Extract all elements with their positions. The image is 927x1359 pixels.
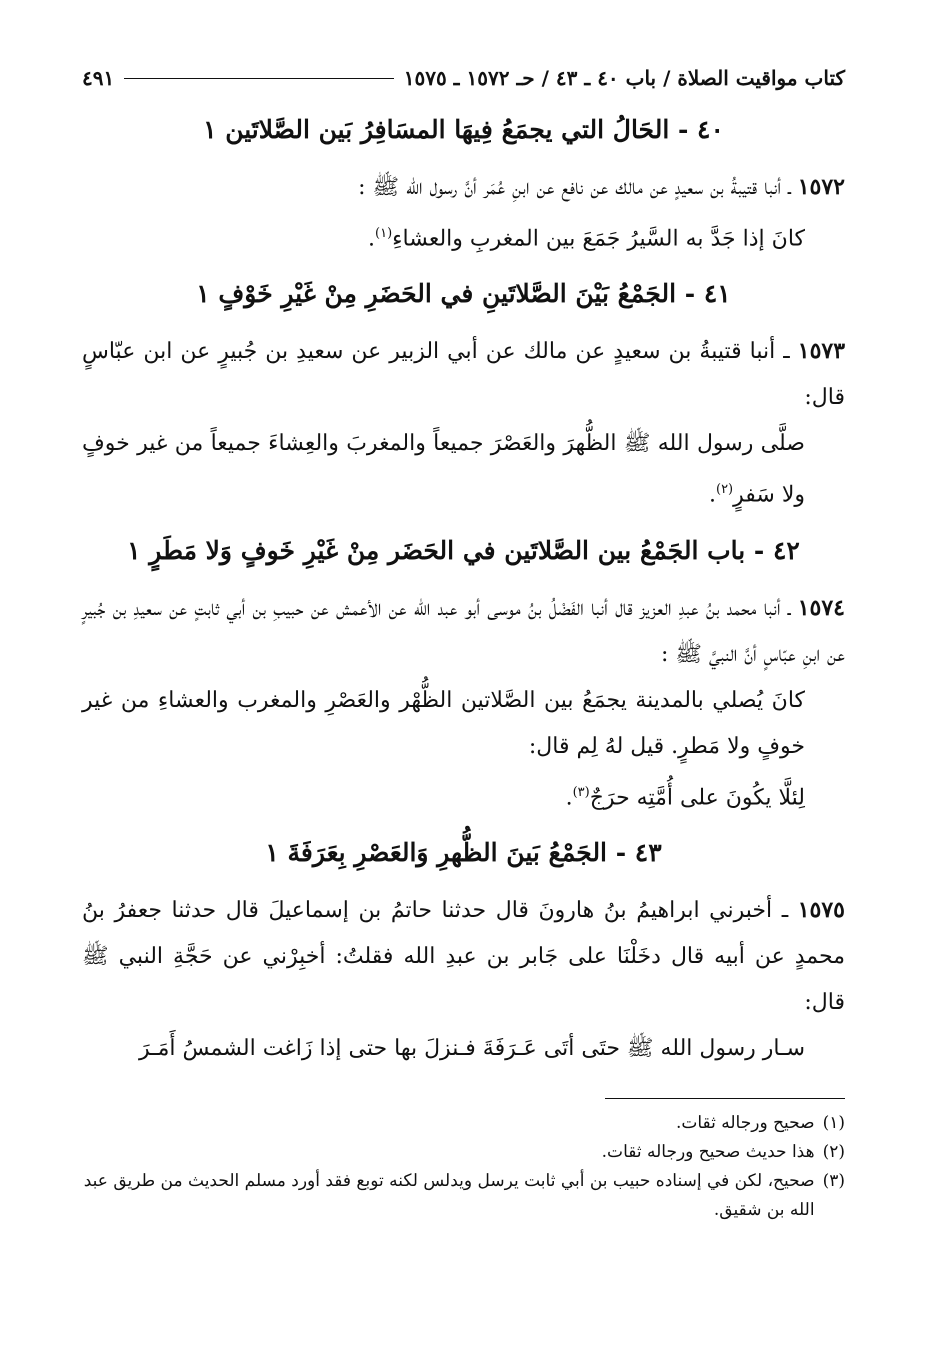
footnote-2 bbox=[82, 1138, 845, 1167]
section-title-42: ٤٢ - باب الجَمْعُ بين الصَّلاتَين في الحَضَر مِنْ غَيْرِ خَوفٍ وَلا مَطَرٍ ١ bbox=[127, 535, 800, 565]
footnote-ref[interactable]: (١) bbox=[375, 226, 393, 241]
hadith-number: ١٥٧٥ bbox=[797, 896, 845, 923]
footnote-text: صحيح، لكن في إسناده حبيب بن أبي ثابت يرسل ويدلس لكنه توبع فقد أورد مسلم الحديث من طريق عبد الله بن شقيق. bbox=[83, 1170, 815, 1220]
footnote-ref[interactable]: (٣) bbox=[572, 784, 590, 800]
running-header bbox=[82, 58, 845, 98]
footnote-text: هذا حديث صحيح ورجاله ثقات. bbox=[601, 1141, 815, 1162]
hadith-number: ١٥٧٣ bbox=[797, 338, 846, 365]
footnote-text: صحيح ورجاله ثقات. bbox=[675, 1112, 815, 1133]
hadith-1575-matn bbox=[82, 1026, 845, 1072]
matn-line: لِئلَّا يكُونَ على أُمَّتِه حرَجٌ$^{(٣)}$. bbox=[565, 784, 805, 810]
footnote-number: (٣) bbox=[822, 1170, 845, 1191]
footnote-number: (١) bbox=[822, 1112, 845, 1133]
matn-line: كانَ يُصلي بالمدينة يجمَعُ بين الصَّلاتين الظُّهْر والعَصْرِ والمغرب والعشاءِ من غير خوفٍ ولا مَطرٍ. قيل لهُ لِم قال: bbox=[82, 687, 805, 759]
hadith-1574-matn bbox=[82, 678, 845, 821]
page-number: ٤٩١ bbox=[82, 66, 115, 90]
section-title-41: ٤١ - الجَمْعُ بَيْنَ الصَّلاتَينِ في الحَضَرِ مِنْ غَيْرِ خَوْفٍ ١ bbox=[196, 279, 731, 309]
matn-line: كانَ إذا جَدَّ به السَّيرُ جَمَعَ بين المغربِ والعشاءِ$^{(١)}$. bbox=[368, 226, 805, 252]
matn-line: صلَّى رسول الله ﷺ الظُّهرَ والعَصْرَ جميعاً والمغربَ والعِشاءَ جميعاً من غير خوفٍ ولا سَفرٍ$^{(٢)}$. bbox=[82, 431, 805, 508]
hadith-number: ١٥٧٢ bbox=[797, 174, 845, 200]
hadith-1572-matn bbox=[82, 211, 845, 262]
section-title-40: ٤٠ - الحَالُ التي يجمَعُ فِيهَا المسَافِرُ بَين الصَّلاتَين ١ bbox=[203, 115, 724, 144]
hadith-1574-isnad bbox=[82, 585, 845, 678]
hadith-1575-isnad bbox=[82, 887, 845, 1026]
footnote-separator bbox=[605, 1098, 845, 1099]
hadith-number: ١٥٧٤ bbox=[797, 594, 845, 621]
isnad-text: ـ أنبا قتيبةُ بن سعيدٍ عن مالك عن أبي الزبير عن سعيدِ بن جُبيرٍ عن ابن عبّاسٍ قال: bbox=[82, 339, 845, 411]
header-rule bbox=[124, 78, 394, 79]
hadith-1573-matn bbox=[82, 421, 845, 518]
footnote-1 bbox=[82, 1109, 845, 1138]
running-header-title: كتاب مواقيت الصلاة / باب ٤٠ ـ ٤٣ / حـ ١٥٧٢ ـ ١٥٧٥ bbox=[403, 66, 845, 90]
footnote-number: (٢) bbox=[822, 1141, 845, 1162]
isnad-text: ـ أنبا قتيبةُ بن سعيدٍ عن مالك عن نافع عن ابنِ عُمَر أنَّ رسول الله ﷺ : bbox=[358, 175, 791, 200]
isnad-text: ـ أخبرني ابراهيمُ بنُ هارونَ قال حدثنا حاتمُ بن إسماعيلَ قال حدثنا جعفرُ بنُ محمدٍ عن أبيه قال دخَلْنَا على جَابر بن عبدِ الله فقلتُ: أخبِرْني عن حَجَّةِ النبي ﷺ قال: bbox=[82, 897, 845, 1015]
hadith-1572-isnad bbox=[82, 164, 845, 211]
matn-line: سـار رسول الله ﷺ حتَى أتَى عَـرَفَةَ فـنزلَ بها حتى إذا زَاغت الشمسُ أَمَـرَ bbox=[139, 1035, 805, 1061]
footnote-ref[interactable]: (٢) bbox=[715, 482, 734, 498]
section-title-43: ٤٣ - الجَمْعُ بَينَ الظُّهرِ وَالعَصْرِ بِعَرَفَةَ ١ bbox=[265, 837, 662, 867]
isnad-text: ـ أنبا محمد بنُ عبدِ العزيز قال أنبا الفَضْلُ بنُ موسى أبو عبد الله عن الأعمش عن حبيبِ بن أبي ثابتٍ عن سعيدِ بن جُبيرٍ عن ابنِ عبّاسٍ أنَّ النبيَّ ﷺ : bbox=[82, 595, 845, 667]
footnotes bbox=[82, 1109, 845, 1225]
hadith-1573-isnad bbox=[82, 328, 845, 421]
footnote-3 bbox=[82, 1167, 845, 1225]
